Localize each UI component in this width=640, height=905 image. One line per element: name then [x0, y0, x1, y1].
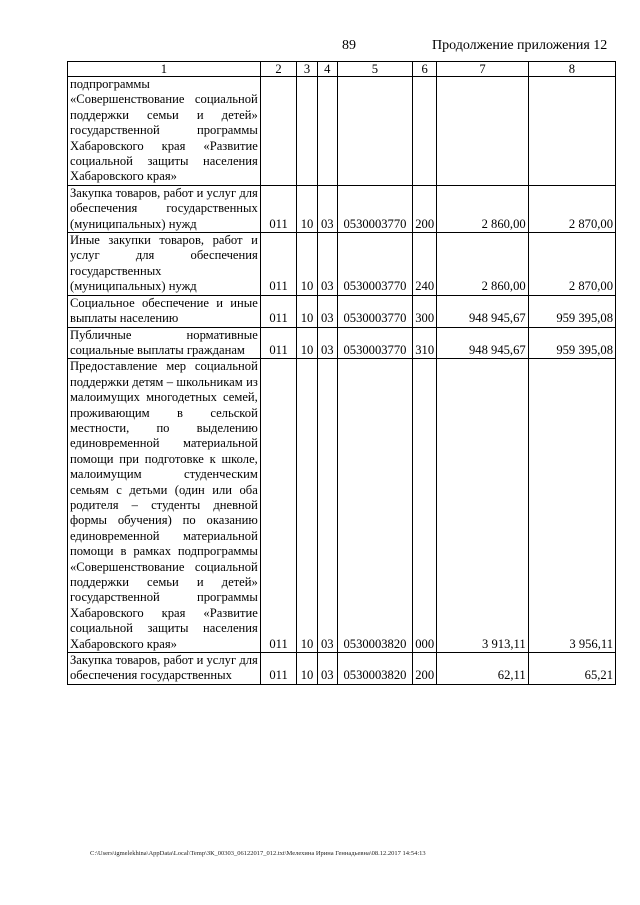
- cell-ministry: 011: [260, 185, 297, 232]
- cell-ministry: 011: [260, 295, 297, 327]
- cell-expense-type: 310: [413, 327, 437, 359]
- row-description: Закупка товаров, работ и услуг для обеспечения государственных: [68, 653, 261, 685]
- cell-expense-type: 200: [413, 653, 437, 685]
- cell-amount-2: 2 870,00: [528, 233, 615, 296]
- page-number: 89: [342, 38, 356, 53]
- column-header: 8: [528, 62, 615, 77]
- row-description: Социальное обеспечение и иные выплаты населению: [68, 295, 261, 327]
- cell-section: 10: [297, 653, 317, 685]
- cell-target-article: 0530003770: [337, 327, 412, 359]
- cell-ministry: 011: [260, 653, 297, 685]
- cell-expense-type: 240: [413, 233, 437, 296]
- cell-amount-2: 959 395,08: [528, 295, 615, 327]
- table-row: [68, 653, 616, 685]
- cell-amount-2: [528, 77, 615, 186]
- cell-target-article: [337, 77, 412, 186]
- column-header: 2: [260, 62, 297, 77]
- cell-target-article: 0530003820: [337, 359, 412, 653]
- row-description: подпрограммы «Совершенствование социальной поддержки семьи и детей» государственной программы Хабаровского края «Развитие социальной защиты населения Хабаровского края»: [68, 77, 261, 186]
- table-row: [68, 77, 616, 186]
- cell-section: [297, 77, 317, 186]
- file-path-footer: C:\Users\igmelekhina\AppData\Local\Temp\ЗК_00303_06122017_012.txt\Мелехина Ирина Геннадьевна\08.12.2017 14:54:13: [90, 850, 426, 857]
- cell-amount-2: 3 956,11: [528, 359, 615, 653]
- cell-section: 10: [297, 233, 317, 296]
- column-header: 1: [68, 62, 261, 77]
- row-description: Иные закупки товаров, работ и услуг для обеспечения государственных (муниципальных) нужд: [68, 233, 261, 296]
- row-description: Публичные нормативные социальные выплаты гражданам: [68, 327, 261, 359]
- cell-subsection: 03: [317, 327, 337, 359]
- column-number-row: [68, 62, 616, 77]
- budget-table: [67, 61, 616, 685]
- table-row: [68, 185, 616, 232]
- cell-section: 10: [297, 185, 317, 232]
- cell-amount-2: 959 395,08: [528, 327, 615, 359]
- cell-subsection: 03: [317, 295, 337, 327]
- cell-ministry: 011: [260, 233, 297, 296]
- cell-amount-1: [437, 77, 528, 186]
- cell-amount-1: 2 860,00: [437, 185, 528, 232]
- cell-amount-1: 2 860,00: [437, 233, 528, 296]
- cell-section: 10: [297, 359, 317, 653]
- cell-subsection: 03: [317, 653, 337, 685]
- cell-subsection: [317, 77, 337, 186]
- table-row: [68, 327, 616, 359]
- cell-expense-type: 000: [413, 359, 437, 653]
- cell-section: 10: [297, 295, 317, 327]
- table-row: [68, 359, 616, 653]
- table-row: [68, 295, 616, 327]
- cell-amount-2: 65,21: [528, 653, 615, 685]
- cell-amount-1: 948 945,67: [437, 327, 528, 359]
- cell-amount-1: 62,11: [437, 653, 528, 685]
- cell-amount-1: 948 945,67: [437, 295, 528, 327]
- cell-ministry: [260, 77, 297, 186]
- cell-amount-1: 3 913,11: [437, 359, 528, 653]
- cell-subsection: 03: [317, 233, 337, 296]
- column-header: 4: [317, 62, 337, 77]
- column-header: 7: [437, 62, 528, 77]
- cell-target-article: 0530003770: [337, 185, 412, 232]
- cell-subsection: 03: [317, 359, 337, 653]
- column-header: 5: [337, 62, 412, 77]
- cell-target-article: 0530003820: [337, 653, 412, 685]
- cell-expense-type: 200: [413, 185, 437, 232]
- row-description: Закупка товаров, работ и услуг для обеспечения государственных (муниципальных) нужд: [68, 185, 261, 232]
- cell-amount-2: 2 870,00: [528, 185, 615, 232]
- cell-subsection: 03: [317, 185, 337, 232]
- cell-target-article: 0530003770: [337, 295, 412, 327]
- table-row: [68, 233, 616, 296]
- cell-expense-type: [413, 77, 437, 186]
- cell-section: 10: [297, 327, 317, 359]
- column-header: 6: [413, 62, 437, 77]
- appendix-title: Продолжение приложения 12: [432, 38, 608, 53]
- column-header: 3: [297, 62, 317, 77]
- cell-expense-type: 300: [413, 295, 437, 327]
- cell-ministry: 011: [260, 359, 297, 653]
- cell-target-article: 0530003770: [337, 233, 412, 296]
- row-description: Предоставление мер социальной поддержки детям – школьникам из малоимущих многодетных семей, проживающим в сельской местности, по выделению единовременной материальной помощи при подготовке к школе, малоимущим студенческим семьям с детьми (один или оба родителя – студенты дневной формы обучения) по оказанию единовременной материальной помощи в рамках подпрограммы «Совершенствование социальной поддержки семьи и детей» государственной программы Хабаровского края «Развитие социальной защиты населения Хабаровского края»: [68, 359, 261, 653]
- cell-ministry: 011: [260, 327, 297, 359]
